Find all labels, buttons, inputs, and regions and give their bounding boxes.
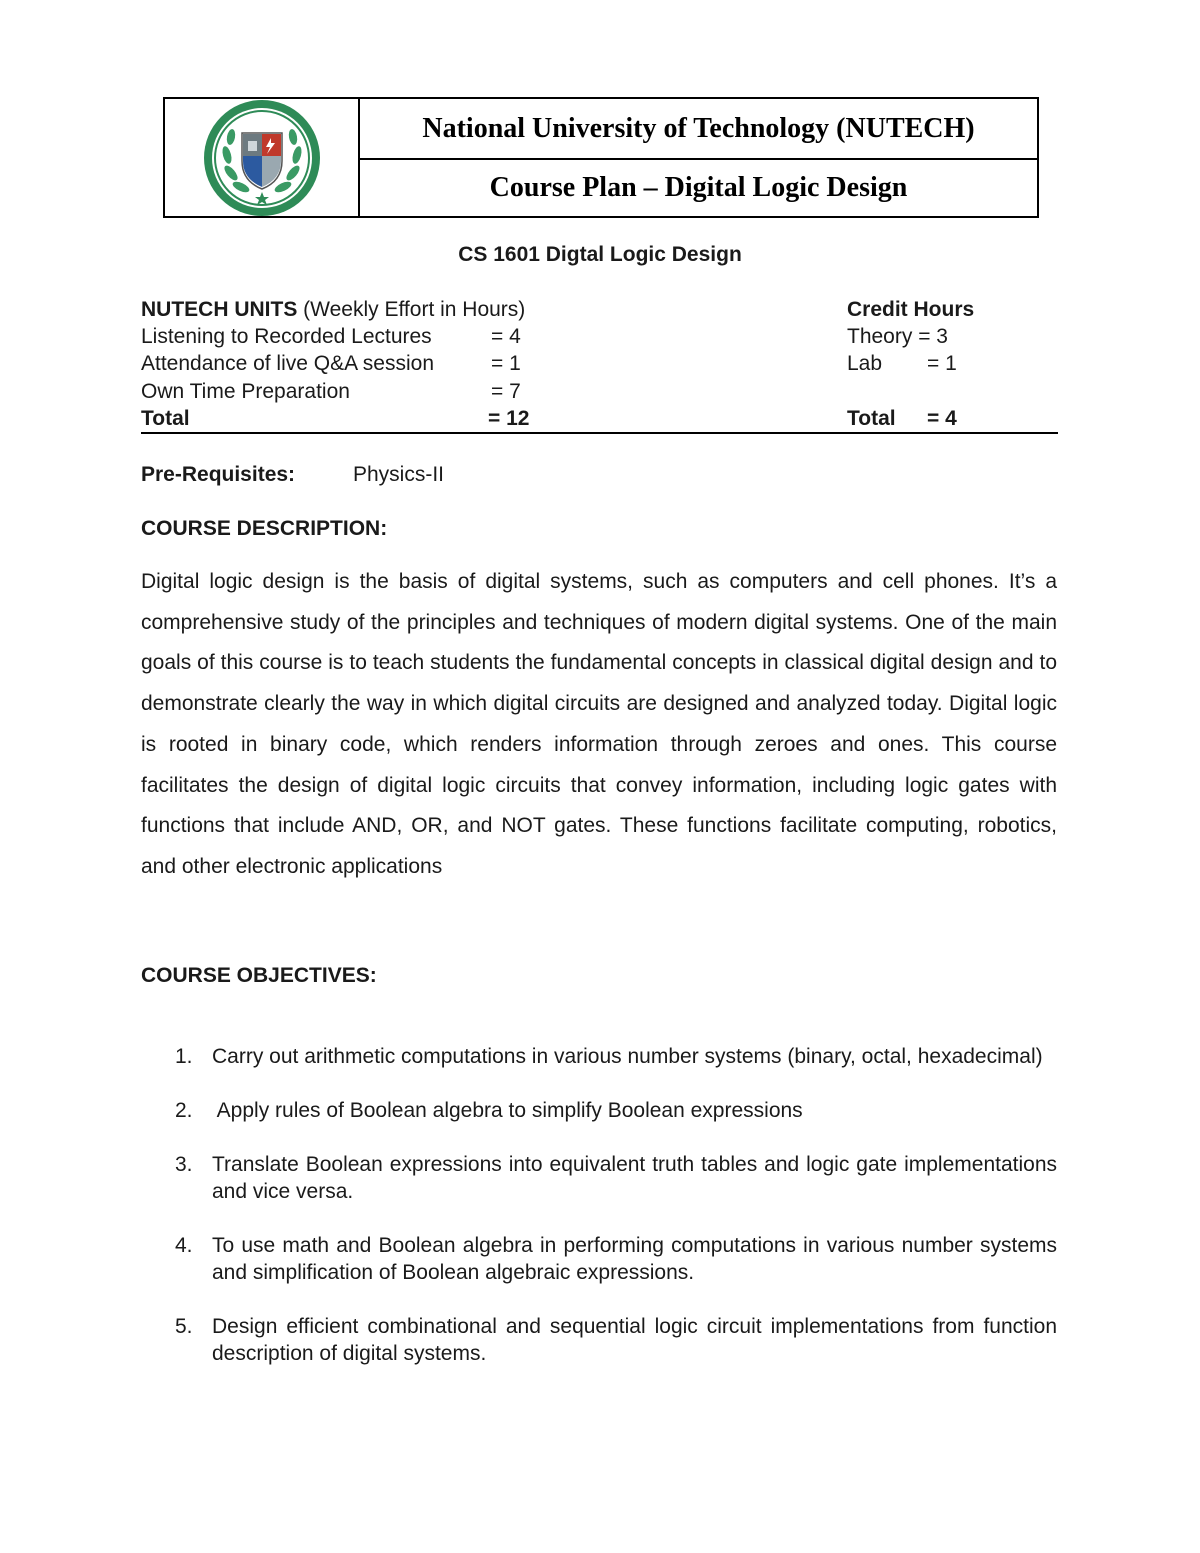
list-item (141, 1232, 1057, 1286)
credit-total-value: = 4 (927, 406, 957, 430)
units-total-label: Total (141, 406, 190, 430)
units-value: = 7 (491, 379, 521, 403)
course-description-heading: COURSE DESCRIPTION: (141, 517, 388, 540)
credit-label: Lab (847, 352, 883, 376)
objective-number: 2. (175, 1099, 193, 1122)
objective-text: To use math and Boolean algebra in performing computations in various number systems and simplification of Boolean algebraic expressions. (212, 1234, 1057, 1284)
objective-number: 5. (175, 1315, 193, 1338)
units-value: = 4 (491, 325, 521, 349)
units-label: Own Time Preparation (141, 379, 350, 403)
list-item (141, 1313, 1057, 1367)
objective-number: 3. (175, 1153, 193, 1176)
units-heading-row (141, 296, 1058, 323)
course-description-text: Digital logic design is the basis of digital systems, such as computers and cell phones. It’s a comprehensive study of the principles and techniques of modern digital systems. One of the main goals of this course is to teach students the fundamental concepts in classical digital design and to demonstrate clearly the way in which digital circuits are designed and analyzed today. Digital logic is rooted in binary code, which renders information through zeroes and ones. This course facilitates the design of digital logic circuits that convey information, including logic gates with functions that include AND, OR, and NOT gates. These functions facilitate computing, robotics, and other electronic applications (141, 570, 1057, 878)
units-heading-rest: (Weekly Effort in Hours) (297, 298, 526, 321)
units-total-row (141, 405, 1058, 432)
units-label: Listening to Recorded Lectures (141, 325, 432, 349)
units-heading-bold: NUTECH UNITS (141, 298, 298, 321)
prerequisites (141, 463, 445, 487)
units-divider (141, 432, 1058, 434)
objective-text: Carry out arithmetic computations in various number systems (binary, octal, hexadecimal) (212, 1045, 1043, 1068)
university-name: National University of Technology (NUTECH) (360, 99, 1037, 160)
university-seal-logo (201, 97, 323, 219)
prerequisites-label: Pre-Requisites: (141, 463, 296, 486)
credit-hours-heading: Credit Hours (847, 298, 975, 321)
credit-value: = 1 (927, 352, 957, 376)
objective-text: Design efficient combinational and sequential logic circuit implementations from function description of digital systems. (212, 1315, 1057, 1365)
course-plan-title: Course Plan – Digital Logic Design (489, 171, 908, 203)
units-value: = 1 (491, 352, 521, 376)
list-item (141, 1097, 1057, 1124)
units-heading (141, 296, 525, 323)
units-row (141, 350, 1058, 377)
objective-text: Translate Boolean expressions into equivalent truth tables and logic gate implementations and vice versa. (212, 1153, 1057, 1203)
objective-number: 4. (175, 1234, 193, 1257)
objectives-list (141, 1043, 1057, 1367)
header-box (163, 97, 1039, 218)
units-block (141, 296, 1058, 432)
prerequisites-value: Physics-II (353, 463, 445, 486)
units-row (141, 323, 1058, 350)
objective-number: 1. (175, 1045, 193, 1068)
units-total-value: = 12 (488, 406, 530, 430)
list-item (141, 1043, 1057, 1070)
course-code-title: CS 1601 Digtal Logic Design (458, 243, 742, 266)
units-label: Attendance of live Q&A session (141, 352, 435, 376)
title-cells (360, 99, 1037, 216)
list-item (141, 1151, 1057, 1205)
course-objectives-heading: COURSE OBJECTIVES: (141, 964, 377, 987)
objective-text: Apply rules of Boolean algebra to simplify Boolean expressions (212, 1099, 803, 1122)
credit-total-label: Total (847, 406, 896, 430)
credit-label: Theory = 3 (847, 325, 948, 349)
units-row (141, 378, 1058, 405)
logo-cell (165, 99, 360, 216)
